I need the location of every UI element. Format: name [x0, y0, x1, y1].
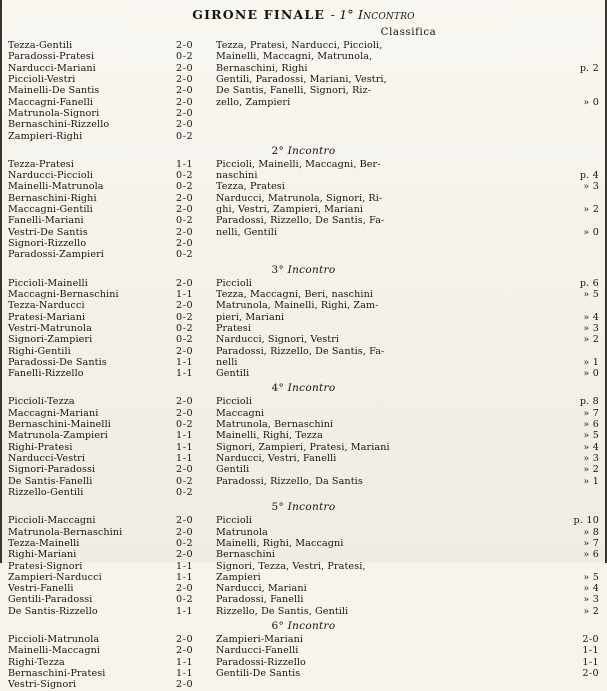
match-name: De Santis-Fanelli — [8, 475, 93, 487]
round-block — [8, 145, 599, 261]
match-name: Vestri-Fanelli — [8, 583, 74, 595]
match-name: Maccagni-Bernaschini — [8, 288, 119, 300]
match-name: Bernaschini-Mainelli — [8, 419, 111, 431]
table-row — [8, 312, 599, 323]
table-row — [8, 74, 599, 85]
standings-line: Signori, Tezza, Vestri, Pratesi, — [216, 560, 366, 572]
page-title-main: GIRONE FINALE — [192, 7, 326, 22]
match-score: 1-1 — [176, 368, 194, 380]
standings-points: 1-1 — [582, 645, 599, 657]
match-score: 1-1 — [176, 656, 194, 668]
match-name: Maccagni-Fanelli — [8, 96, 94, 108]
match-score: 2-0 — [176, 515, 194, 527]
standings-line: Tezza, Pratesi, Narducci, Piccioli, — [216, 40, 383, 51]
standings-points: 2-0 — [582, 668, 599, 679]
classifica-heading: Classifica — [380, 27, 437, 38]
match-score: 2-0 — [176, 40, 194, 51]
match-score: 2-0 — [176, 679, 194, 691]
table-row — [8, 430, 599, 441]
standings-line: Bernaschini — [216, 549, 276, 561]
page-title-sub: - 1° Incontro — [330, 7, 415, 22]
standings-line: Piccioli — [216, 396, 253, 408]
standings-points: p. 4 — [579, 170, 599, 182]
match-score: 2-0 — [176, 634, 194, 646]
table-row — [8, 464, 599, 475]
round-block — [8, 264, 599, 380]
table-row — [8, 334, 599, 345]
standings-points — [553, 119, 599, 130]
match-name: Zampieri-Righi — [8, 130, 83, 142]
table-row — [8, 249, 599, 260]
standings-line — [216, 249, 553, 260]
standings-points: » 0 — [583, 368, 599, 380]
match-name: Tezza-Mainelli — [8, 537, 80, 549]
round-heading — [8, 382, 599, 394]
standings-line: nelli — [216, 356, 238, 368]
standings-points — [553, 249, 599, 260]
match-score: 2-0 — [176, 526, 194, 538]
standings-line: Narducci, Mariani — [216, 583, 307, 595]
standings-line: Piccioli — [216, 277, 253, 289]
rounds-container — [8, 27, 599, 691]
match-name: Righi-Tezza — [8, 656, 65, 668]
table-row — [8, 657, 599, 668]
standings-points: » 1 — [583, 475, 599, 487]
standings-line: zello, Zampieri — [216, 96, 291, 108]
standings-line: Zampieri — [216, 571, 261, 583]
standings-line: Paradossi-Rizzello — [216, 656, 306, 668]
match-name: Pratesi-Signori — [8, 560, 83, 572]
round-block — [8, 27, 599, 142]
standings-points — [553, 74, 599, 85]
standings-points — [553, 346, 599, 357]
match-score: 0-2 — [176, 215, 194, 227]
match-score: 2-0 — [176, 407, 194, 419]
standings-line: Piccioli, Mainelli, Maccagni, Ber- — [216, 158, 381, 170]
match-name: Matrunola-Bernaschini — [8, 526, 123, 538]
standings-points — [553, 561, 599, 572]
match-score: 1-1 — [176, 441, 194, 453]
round-label: Incontro — [287, 501, 336, 514]
standings-points: » 4 — [583, 441, 599, 453]
match-score: 0-2 — [176, 537, 194, 549]
table-row — [8, 289, 599, 300]
match-score: 1-1 — [176, 605, 194, 617]
table-row — [8, 634, 599, 645]
match-name: Vestri-Matrunola — [8, 322, 92, 334]
table-row — [8, 476, 599, 487]
table-row — [8, 170, 599, 181]
table-row — [8, 193, 599, 204]
match-score: 2-0 — [176, 464, 194, 476]
table-row — [8, 561, 599, 572]
standings-line: Pratesi — [216, 322, 251, 334]
standings-points: » 4 — [583, 583, 599, 595]
standings-line: Narducci, Vestri, Fanelli — [216, 453, 337, 464]
match-name: Fanelli-Mariani — [8, 215, 84, 227]
table-row — [8, 300, 599, 311]
standings-line: Paradossi, Rizzello, Da Santis — [216, 475, 363, 487]
match-name: Vestri-Signori — [8, 679, 77, 691]
standings-points: » 4 — [583, 311, 599, 323]
match-name: Signori-Zampieri — [8, 334, 93, 346]
standings-line: Paradossi, Fanelli — [216, 594, 304, 606]
standings-points: » 2 — [583, 464, 599, 476]
standings-points: » 3 — [583, 322, 599, 334]
match-name: Piccioli-Mainelli — [8, 277, 88, 289]
standings-line: nelli, Gentili — [216, 226, 278, 238]
match-name: Bernaschini-Righi — [8, 192, 97, 204]
match-score: 1-1 — [176, 453, 194, 464]
round-heading — [8, 620, 599, 632]
match-score: 0-2 — [176, 311, 194, 323]
match-name: Righi-Mariani — [8, 549, 77, 561]
round-table — [8, 278, 599, 380]
table-row — [8, 419, 599, 430]
round-number: 2° — [271, 144, 285, 157]
match-name: Matrunola-Signori — [8, 107, 100, 119]
standings-points: » 3 — [583, 594, 599, 606]
standings-points: » 0 — [583, 226, 599, 238]
table-row — [8, 679, 599, 690]
standings-points: » 5 — [583, 430, 599, 442]
match-name: Paradossi-Pratesi — [8, 51, 95, 63]
table-row — [8, 97, 599, 108]
standings-line: Matrunola, Mainelli, Righi, Zam- — [216, 300, 379, 312]
table-row — [8, 40, 599, 51]
match-name: Zampieri-Narducci — [8, 571, 102, 583]
standings-line: pieri, Mariani — [216, 311, 285, 323]
standings-line: Matrunola, Bernaschini — [216, 419, 334, 431]
standings-points — [553, 679, 599, 690]
match-score: 2-0 — [176, 62, 194, 74]
round-number: 6° — [271, 620, 285, 633]
match-name: Righi-Pratesi — [8, 441, 73, 453]
round-number: 5° — [271, 501, 285, 514]
match-name: Signori-Rizzello — [8, 238, 87, 249]
match-name: Narducci-Mariani — [8, 62, 96, 74]
match-score: 2-0 — [176, 226, 194, 238]
standings-line: Signori, Zampieri, Pratesi, Mariani — [216, 441, 390, 453]
standings-line: Gentili-De Santis — [216, 668, 301, 679]
standings-line: Tezza, Pratesi — [216, 181, 285, 193]
table-row — [8, 346, 599, 357]
table-row — [8, 85, 599, 96]
table-row — [8, 572, 599, 583]
match-score: 0-2 — [176, 51, 194, 63]
match-score: 2-0 — [176, 300, 194, 312]
table-row — [8, 181, 599, 192]
match-score: 2-0 — [176, 204, 194, 216]
table-row — [8, 63, 599, 74]
match-name: Mainelli-Maccagni — [8, 645, 101, 657]
standings-line: Narducci-Fanelli — [216, 645, 299, 657]
match-score: 2-0 — [176, 549, 194, 561]
table-row — [8, 408, 599, 419]
table-row — [8, 131, 599, 142]
table-row — [8, 368, 599, 379]
standings-line: Maccagni — [216, 407, 265, 419]
standings-points — [553, 300, 599, 311]
standings-line — [216, 679, 553, 690]
table-row — [8, 527, 599, 538]
match-score: 2-0 — [176, 645, 194, 657]
match-score: 0-2 — [176, 475, 194, 487]
standings-points: » 5 — [583, 571, 599, 583]
table-row — [8, 583, 599, 594]
match-score: 1-1 — [176, 158, 194, 170]
match-name: Matrunola-Zampieri — [8, 430, 108, 442]
standings-points — [553, 40, 599, 51]
standings-points: » 7 — [583, 407, 599, 419]
round-table — [8, 40, 599, 142]
match-name: Vestri-De Santis — [8, 226, 88, 238]
match-score: 2-0 — [176, 119, 194, 131]
standings-line: Zampieri-Mariani — [216, 634, 304, 646]
standings-line: Matrunola — [216, 526, 268, 538]
match-score: 2-0 — [176, 396, 194, 408]
match-name: Maccagni-Gentili — [8, 204, 93, 216]
round-label: Incontro — [287, 382, 336, 395]
standings-line: De Santis, Fanelli, Signori, Riz- — [216, 85, 372, 97]
table-row — [8, 51, 599, 62]
round-heading — [8, 264, 599, 276]
standings-points: » 2 — [583, 334, 599, 346]
table-row — [8, 515, 599, 526]
match-score: 2-0 — [176, 85, 194, 97]
round-label: Incontro — [287, 263, 336, 276]
round-number: 3° — [271, 263, 285, 276]
standings-line: Gentili — [216, 464, 250, 476]
match-name: Piccioli-Tezza — [8, 396, 75, 408]
standings-points: p. 10 — [573, 515, 599, 527]
standings-points — [553, 159, 599, 170]
standings-points — [553, 131, 599, 142]
match-score: 2-0 — [176, 96, 194, 108]
table-row — [8, 396, 599, 407]
standings-line: Narducci, Signori, Vestri — [216, 334, 340, 346]
match-score: 0-2 — [176, 419, 194, 431]
standings-points — [553, 238, 599, 249]
match-name: De Santis-Rizzello — [8, 605, 98, 617]
standings-points: 2-0 — [582, 634, 599, 646]
standings-points: » 6 — [583, 549, 599, 561]
table-row — [8, 204, 599, 215]
standings-points: » 6 — [583, 419, 599, 431]
standings-line — [216, 487, 553, 498]
match-name: Piccioli-Matrunola — [8, 634, 100, 646]
match-score: 2-0 — [176, 192, 194, 204]
standings-points: » 3 — [583, 453, 599, 464]
match-score: 0-2 — [176, 486, 194, 498]
standings-points: » 7 — [583, 537, 599, 549]
table-row — [8, 215, 599, 226]
standings-points: » 2 — [583, 204, 599, 216]
standings-line: Tezza, Maccagni, Beri, naschini — [216, 288, 374, 300]
match-score: 1-1 — [176, 571, 194, 583]
match-name: Narducci-Vestri — [8, 453, 86, 464]
round-table — [8, 396, 599, 498]
table-row — [8, 549, 599, 560]
match-score: 1-1 — [176, 430, 194, 442]
match-name: Tezza-Narducci — [8, 300, 85, 312]
match-score: 1-1 — [176, 560, 194, 572]
round-label: Incontro — [287, 144, 336, 157]
standings-points — [553, 215, 599, 226]
match-score: 0-2 — [176, 170, 194, 182]
standings-points — [553, 487, 599, 498]
standings-points: » 8 — [583, 526, 599, 538]
round-table — [8, 159, 599, 261]
match-name: Bernaschini-Pratesi — [8, 668, 106, 679]
match-score: 0-2 — [176, 594, 194, 606]
standings-line: Mainelli, Righi, Tezza — [216, 430, 323, 442]
round-block — [8, 382, 599, 498]
standings-line: ghi, Vestri, Zampieri, Mariani — [216, 204, 364, 216]
standings-points: » 1 — [583, 356, 599, 368]
table-row — [8, 453, 599, 464]
standings-points: » 5 — [583, 288, 599, 300]
table-row — [8, 278, 599, 289]
standings-points — [553, 108, 599, 119]
match-name: Narducci-Piccioli — [8, 170, 94, 182]
table-row — [8, 594, 599, 605]
match-score: 2-0 — [176, 345, 194, 357]
round-block — [8, 620, 599, 691]
match-name: Tezza-Pratesi — [8, 158, 74, 170]
match-name: Signori-Paradossi — [8, 464, 96, 476]
match-name: Maccagni-Mariani — [8, 407, 99, 419]
table-row — [8, 238, 599, 249]
match-name: Rizzello-Gentili — [8, 486, 84, 498]
match-score: 2-0 — [176, 583, 194, 595]
table-row — [8, 357, 599, 368]
match-score: 0-2 — [176, 249, 194, 261]
standings-line: naschini — [216, 170, 258, 182]
match-name: Tezza-Gentili — [8, 40, 73, 51]
standings-line: Narducci, Matrunola, Signori, Ri- — [216, 192, 383, 204]
standings-points: » 3 — [583, 181, 599, 193]
match-score: 2-0 — [176, 238, 194, 249]
match-score: 2-0 — [176, 107, 194, 119]
match-name: Piccioli-Maccagni — [8, 515, 96, 527]
match-score: 0-2 — [176, 322, 194, 334]
match-score: 0-2 — [176, 130, 194, 142]
table-row — [8, 668, 599, 679]
match-score: 1-1 — [176, 668, 194, 679]
match-name: Paradossi-Zampieri — [8, 249, 104, 261]
standings-line — [216, 108, 553, 119]
match-score: 1-1 — [176, 288, 194, 300]
standings-line: Gentili — [216, 368, 250, 380]
standings-line — [216, 119, 553, 130]
standings-line: Rizzello, De Santis, Gentili — [216, 605, 349, 617]
standings-line: Bernaschini, Righi — [216, 62, 308, 74]
match-name: Pratesi-Mariani — [8, 311, 86, 323]
standings-points — [553, 85, 599, 96]
standings-line — [216, 131, 553, 142]
standings-points: » 2 — [583, 605, 599, 617]
match-name: Piccioli-Vestri — [8, 73, 76, 85]
table-row — [8, 108, 599, 119]
table-row — [8, 645, 599, 656]
match-name: Mainelli-De Santis — [8, 85, 100, 97]
match-score: 2-0 — [176, 277, 194, 289]
match-name: Righi-Gentili — [8, 345, 71, 357]
standings-line: Mainelli, Maccagni, Matrunola, — [216, 51, 373, 63]
match-name: Mainelli-Matrunola — [8, 181, 104, 193]
round-table — [8, 634, 599, 691]
standings-line: Piccioli — [216, 515, 253, 527]
standings-line: Paradossi, Rizzello, De Santis, Fa- — [216, 345, 385, 357]
table-row — [8, 442, 599, 453]
standings-points: 1-1 — [582, 656, 599, 668]
page-title — [8, 7, 599, 22]
table-row — [8, 606, 599, 617]
table-row — [8, 227, 599, 238]
round-number: 4° — [271, 382, 285, 395]
match-name: Fanelli-Rizzello — [8, 368, 84, 380]
table-row — [8, 159, 599, 170]
match-score: 0-2 — [176, 181, 194, 193]
round-label: Incontro — [287, 620, 336, 633]
table-row — [8, 119, 599, 130]
standings-line: Gentili, Paradossi, Mariani, Vestri, — [216, 73, 387, 85]
match-name: Bernaschini-Rizzello — [8, 119, 110, 131]
table-row — [8, 538, 599, 549]
match-score: 1-1 — [176, 356, 194, 368]
standings-points: p. 2 — [579, 62, 599, 74]
round-heading — [8, 501, 599, 513]
standings-line — [216, 238, 553, 249]
match-name: Paradossi-De Santis — [8, 356, 107, 368]
round-block — [8, 501, 599, 617]
standings-points: » 0 — [583, 96, 599, 108]
standings-points: p. 6 — [579, 277, 599, 289]
match-score: 2-0 — [176, 73, 194, 85]
round-table — [8, 515, 599, 617]
round-heading — [8, 145, 599, 157]
standings-line: Mainelli, Righi, Maccagni — [216, 537, 344, 549]
standings-line: Paradossi, Rizzello, De Santis, Fa- — [216, 215, 385, 227]
standings-points — [553, 51, 599, 62]
table-row — [8, 323, 599, 334]
standings-points — [553, 193, 599, 204]
standings-points: p. 8 — [579, 396, 599, 408]
table-row — [8, 487, 599, 498]
match-name: Gentili-Paradossi — [8, 594, 93, 606]
match-score: 0-2 — [176, 334, 194, 346]
